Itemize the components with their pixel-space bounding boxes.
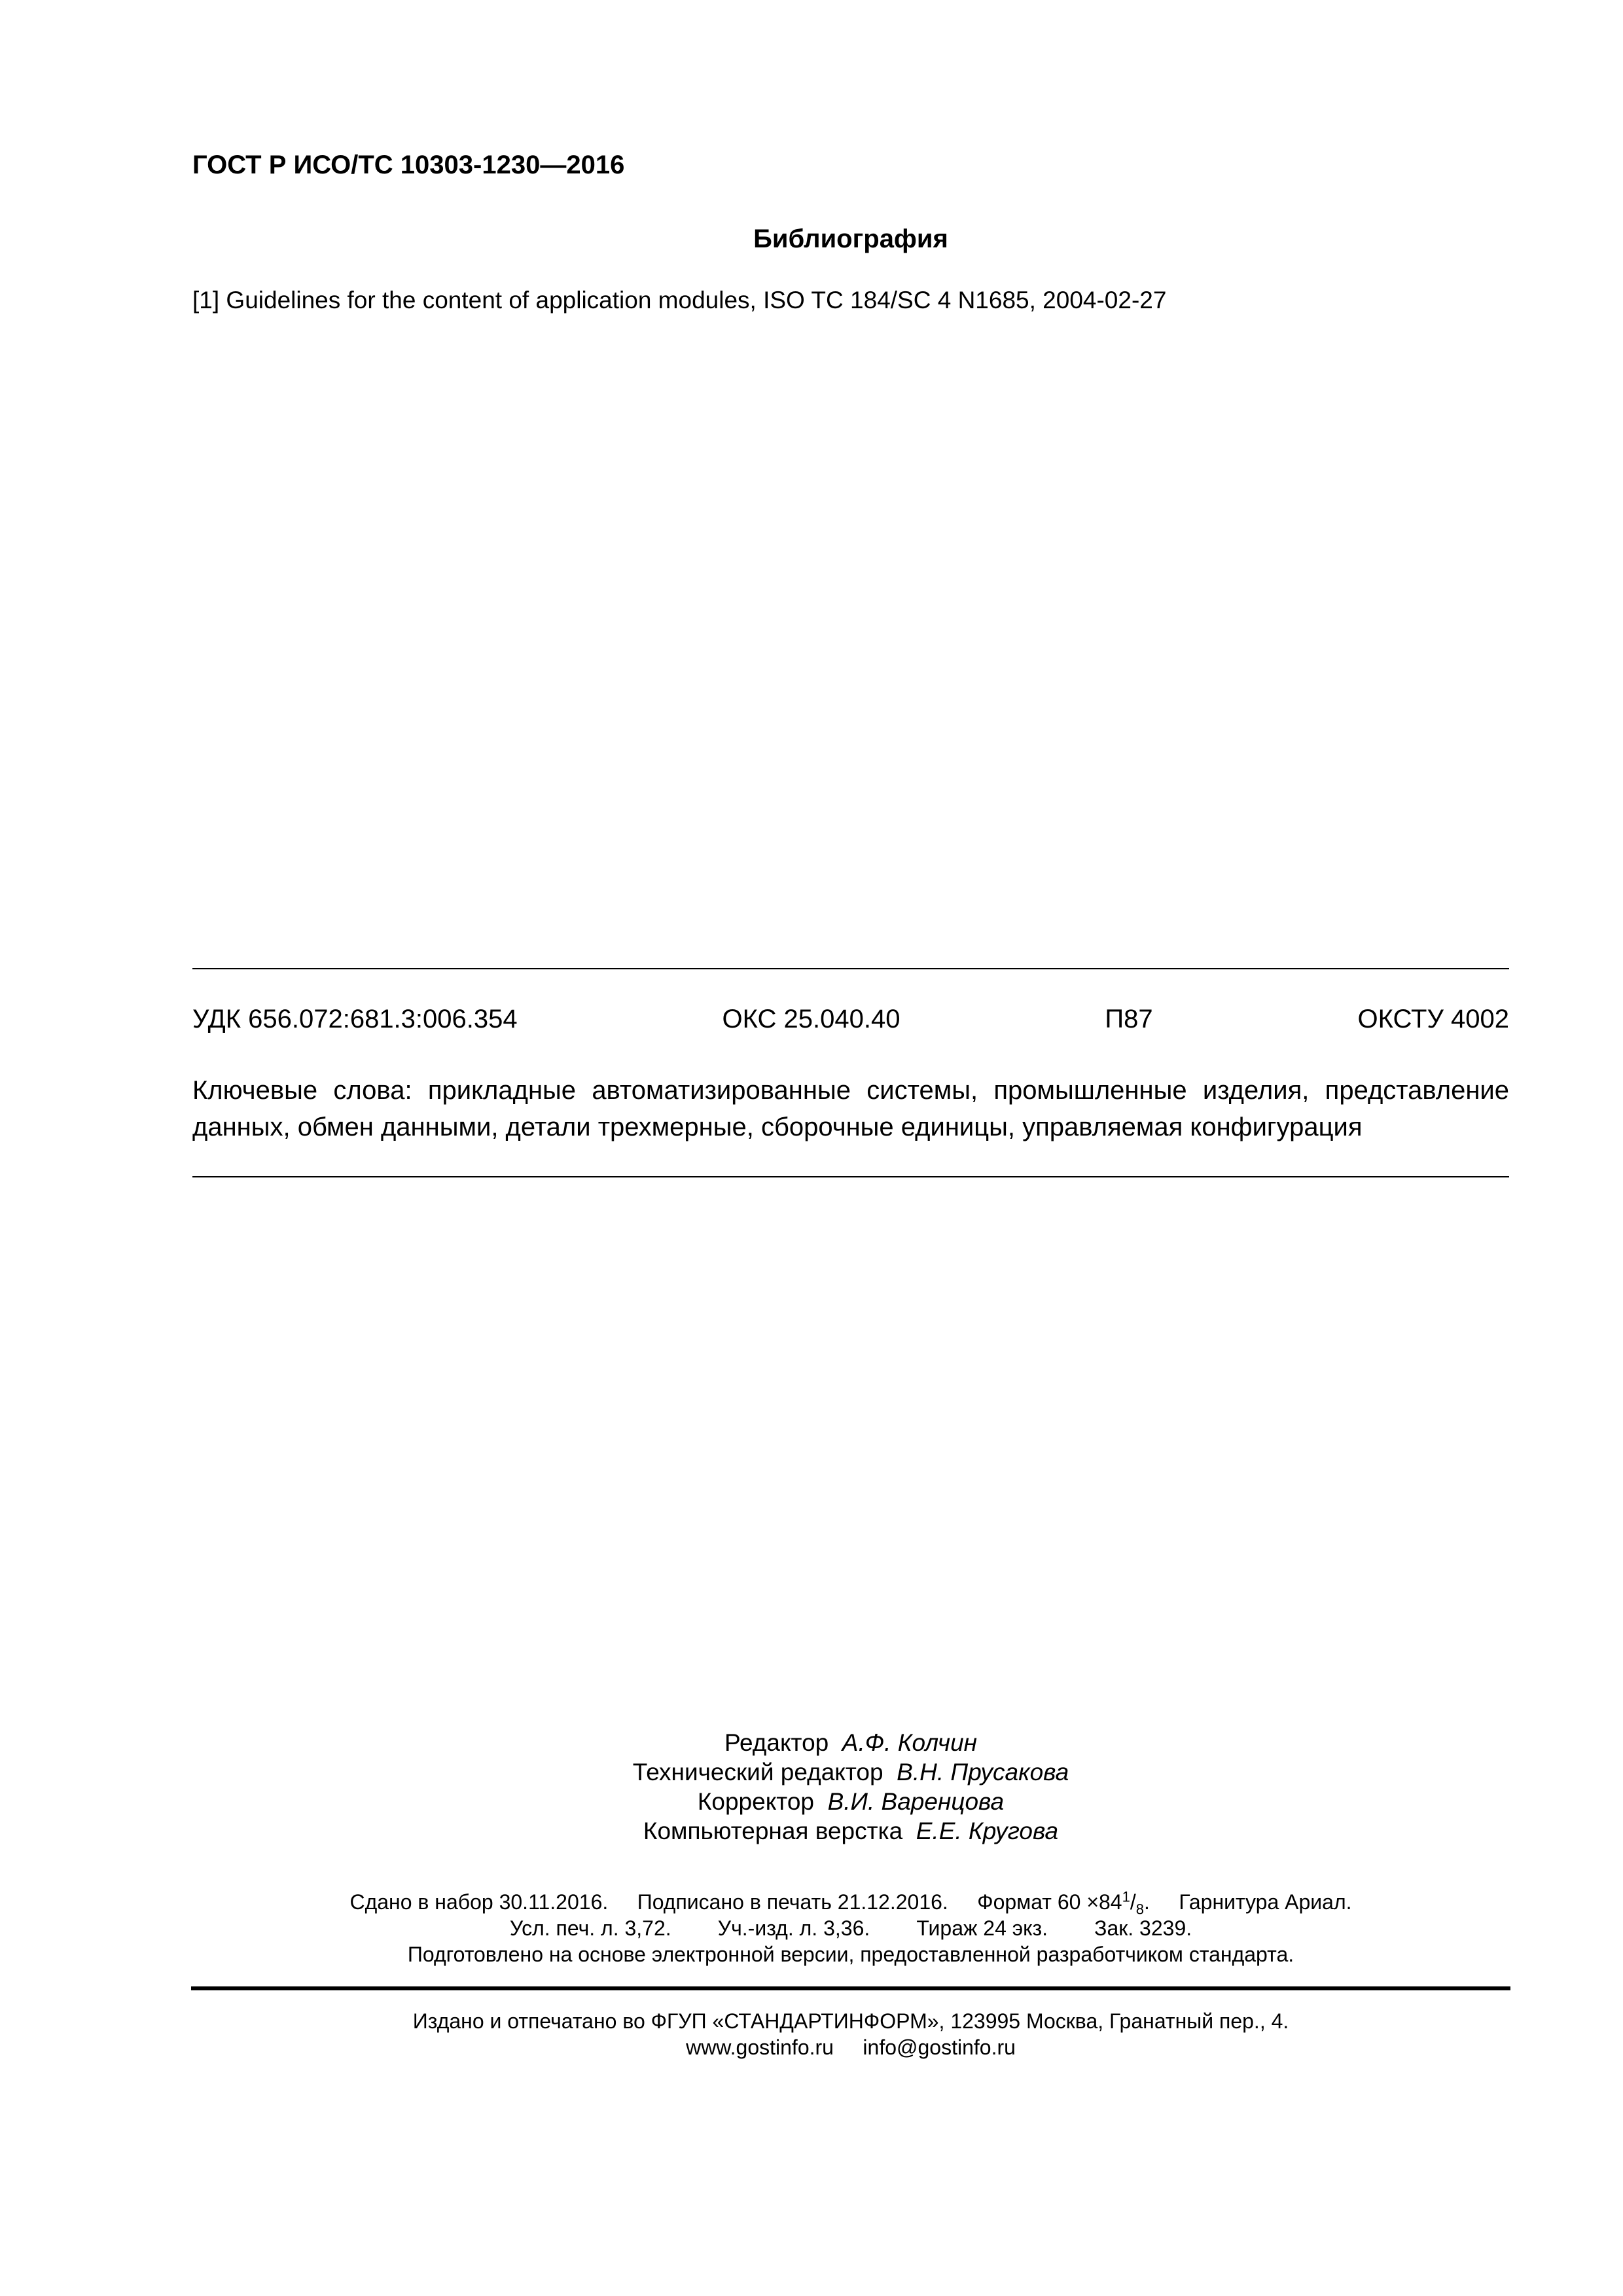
- staff-role: Корректор: [697, 1788, 814, 1815]
- format-fraction-numerator: 1: [1122, 1888, 1130, 1905]
- oks-code: ОКС 25.040.40: [722, 1005, 901, 1033]
- staff-role: Редактор: [724, 1729, 829, 1756]
- okstu-code: ОКСТУ 4002: [1357, 1005, 1509, 1033]
- staff-tech-editor: [0, 1757, 1623, 1787]
- divider-top: [192, 968, 1509, 969]
- staff-role: Технический редактор: [632, 1759, 883, 1785]
- publisher-info: [0, 2008, 1623, 2060]
- staff-layout: [0, 1816, 1623, 1846]
- staff-name: Е.Е. Кругова: [916, 1818, 1059, 1844]
- classification-row: [192, 1005, 1509, 1034]
- divider-thick: [191, 1986, 1510, 1990]
- staff-name: А.Ф. Колчин: [842, 1729, 978, 1756]
- staff-name: В.Н. Прусакова: [897, 1759, 1069, 1785]
- format-fraction-denominator: 8: [1135, 1901, 1144, 1918]
- document-code: ГОСТ Р ИСО/ТС 10303-1230—2016: [192, 151, 625, 179]
- staff-role: Компьютерная верстка: [643, 1818, 903, 1844]
- bibliography-title: Библиография: [753, 224, 948, 253]
- print-info-line-2: Усл. печ. л. 3,72. Уч.-изд. л. 3,36. Тираж 24 экз. Зак. 3239.: [509, 1916, 1192, 1940]
- print-info-line-1: Сдано в набор 30.11.2016. Подписано в печать 21.12.2016. Формат $60 \times 84^1/_8$. Гарнитура Ариал.: [349, 1888, 1352, 1918]
- staff-editor: [0, 1728, 1623, 1757]
- print-info-line-3: Подготовлено на основе электронной версии, предоставленной разработчиком стандарта.: [407, 1943, 1294, 1966]
- staff-list: [0, 1728, 1623, 1846]
- publisher-line-1: Издано и отпечатано во ФГУП «СТАНДАРТИНФОРМ», 123995 Москва, Гранатный пер., 4.: [412, 2009, 1289, 2033]
- udk-code: УДК 656.072:681.3:006.354: [192, 1005, 518, 1033]
- staff-name: В.И. Варенцова: [827, 1788, 1005, 1815]
- bibliography-reference: [1] Guidelines for the content of application modules, ISO TC 184/SC 4 N1685, 2004-02-27: [192, 287, 1167, 314]
- staff-proofreader: [0, 1787, 1623, 1816]
- p-code: П87: [1105, 1005, 1153, 1033]
- print-info: [0, 1889, 1623, 1967]
- publisher-contacts: www.gostinfo.ru info@gostinfo.ru: [686, 2036, 1016, 2059]
- divider-keywords-bottom: [192, 1176, 1509, 1177]
- keywords: Ключевые слова: прикладные автоматизированные системы, промышленные изделия, представление данных, обмен данными, детали трехмерные, сборочные единицы, управляемая конфигурация: [192, 1076, 1509, 1141]
